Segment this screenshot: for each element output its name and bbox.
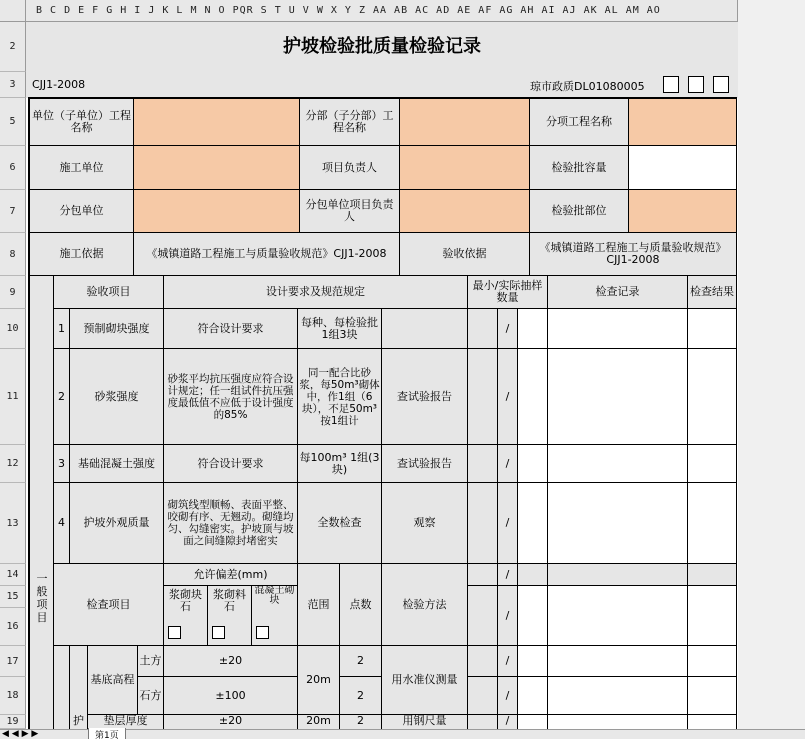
item-rule: 全数检查 (298, 483, 382, 564)
row-header[interactable]: 13 (0, 483, 26, 564)
subcontract-manager-field[interactable] (400, 190, 530, 233)
archive-box-1[interactable] (663, 76, 679, 93)
result-cell[interactable] (688, 483, 736, 564)
project-manager-label: 项目负责人 (300, 146, 400, 190)
row19-method: 用钢尺量 (382, 715, 468, 729)
result-cell[interactable] (688, 586, 736, 646)
row-header[interactable]: 12 (0, 445, 26, 483)
sample-actual[interactable] (518, 564, 548, 586)
item-project-label: 分项工程名称 (530, 99, 629, 146)
subcontract-unit-label: 分包单位 (30, 190, 134, 233)
archive-box-2[interactable] (688, 76, 704, 93)
item-name: 护坡外观质量 (70, 483, 164, 564)
sample-min[interactable] (468, 586, 498, 646)
checkbox-concrete-block[interactable] (256, 626, 269, 639)
row-header[interactable]: 6 (0, 146, 26, 190)
select-all-corner[interactable] (0, 0, 26, 22)
result-cell[interactable] (688, 646, 736, 677)
row19-name: 垫层厚度 (88, 715, 164, 729)
row-header[interactable]: 11 (0, 349, 26, 445)
sheet-tab-bar (0, 729, 805, 739)
item-name: 预制砌块强度 (70, 309, 164, 349)
item-rule: 每种、每检验批1组3块 (298, 309, 382, 349)
sample-min[interactable] (468, 483, 498, 564)
sheet-tab[interactable]: 第1页 (88, 728, 126, 739)
sub-group-blank (54, 646, 70, 729)
sample-min[interactable] (468, 309, 498, 349)
sample-min[interactable] (468, 646, 498, 677)
base-elev-label: 基底高程 (88, 646, 138, 715)
row19-range: 20m (298, 715, 340, 729)
item-name: 基础混凝土强度 (70, 445, 164, 483)
header-sample: 最小/实际抽样数量 (468, 276, 548, 309)
record-cell[interactable] (548, 715, 688, 729)
tol-col-dressed-stone: 浆砌料石 (208, 586, 252, 646)
sample-actual[interactable] (518, 445, 548, 483)
sub-project-label: 分部（子分部）工程名称 (300, 99, 400, 146)
sample-min[interactable] (468, 445, 498, 483)
project-manager-field[interactable] (400, 146, 530, 190)
item-requirement: 符合设计要求 (164, 445, 298, 483)
sample-slash: / (498, 586, 518, 646)
range-value: 20m (298, 646, 340, 715)
record-cell[interactable] (548, 564, 688, 586)
row19-tolerance: ±20 (164, 715, 298, 729)
archive-box-3[interactable] (713, 76, 729, 93)
sample-slash: / (498, 445, 518, 483)
record-cell[interactable] (548, 586, 688, 646)
row-header[interactable]: 2 (0, 22, 26, 72)
sample-slash: / (498, 646, 518, 677)
item-no: 3 (54, 445, 70, 483)
item-rule: 每100m³ 1组(3块) (298, 445, 382, 483)
construction-unit-label: 施工单位 (30, 146, 134, 190)
item-requirement: 符合设计要求 (164, 309, 298, 349)
item-name: 砂浆强度 (70, 349, 164, 445)
row-header[interactable]: 17 (0, 646, 26, 677)
item-no: 1 (54, 309, 70, 349)
unit-project-field[interactable] (134, 99, 300, 146)
sheet-blank-area (738, 22, 805, 729)
header-requirement: 设计要求及规范规定 (164, 276, 468, 309)
row-header[interactable]: 5 (0, 98, 26, 146)
standard-code: CJJ1-2008 (32, 78, 86, 91)
record-cell[interactable] (548, 309, 688, 349)
sample-slash: / (498, 564, 518, 586)
acceptance-basis-value: 《城镇道路工程施工与质量验收规范》CJJ1-2008 (530, 233, 736, 276)
row-header[interactable]: 16 (0, 608, 26, 646)
tab-nav-icon[interactable]: ◀ ◀ ▶ ▶ (2, 729, 39, 739)
sample-slash: / (498, 715, 518, 729)
item-no: 2 (54, 349, 70, 445)
general-items-label: 一般项目 (30, 276, 54, 729)
header-result: 检查结果 (688, 276, 736, 309)
checkbox-block-stone[interactable] (168, 626, 181, 639)
sample-actual[interactable] (518, 483, 548, 564)
scope-label: 范围 (298, 564, 340, 646)
rock-label: 石方 (138, 677, 164, 715)
row-header[interactable]: 18 (0, 677, 26, 715)
batch-capacity-label: 检验批容量 (530, 146, 629, 190)
item-method: 查试验报告 (382, 445, 468, 483)
basis-value: 《城镇道路工程施工与质量验收规范》CJJ1-2008 (134, 233, 400, 276)
item-method: 查试验报告 (382, 349, 468, 445)
row-header[interactable]: 15 (0, 586, 26, 608)
header-item: 验收项目 (54, 276, 164, 309)
sample-slash: / (498, 483, 518, 564)
form-title: 护坡检验批质量检验记录 (26, 22, 738, 72)
item-project-field[interactable] (629, 99, 736, 146)
rock-tolerance: ±100 (164, 677, 298, 715)
column-header-bar[interactable]: B C D E F G H I J K L M N O PQR S T U V W X Y Z AA AB AC AD AE AF AG AH AI AJ AK AL AM AO (26, 0, 738, 22)
acceptance-basis-label: 验收依据 (400, 233, 530, 276)
row-header[interactable]: 19 (0, 715, 26, 729)
earth-tolerance: ±20 (164, 646, 298, 677)
header-record: 检查记录 (548, 276, 688, 309)
sample-actual[interactable] (518, 646, 548, 677)
item-rule: 同一配合比砂浆，每50m³砌体中，作1组（6块），不足50m³按1组计 (298, 349, 382, 445)
result-cell[interactable] (688, 349, 736, 445)
form-code: 琼市政质DL01080005 (530, 80, 645, 93)
row-header[interactable]: 8 (0, 233, 26, 276)
sample-slash: / (498, 349, 518, 445)
check-item-label: 检查项目 (54, 564, 164, 646)
item-requirement: 砌筑线型顺畅、表面平整、咬砌有序、无翘动。砌缝均匀、勾缝密实。护坡顶与坡面之间缝隙封堵密实 (164, 483, 298, 564)
row-header[interactable]: 10 (0, 309, 26, 349)
result-cell[interactable] (688, 677, 736, 715)
result-cell[interactable] (688, 309, 736, 349)
unit-project-label: 单位（子单位）工程名称 (30, 99, 134, 146)
result-cell[interactable] (688, 715, 736, 729)
sample-slash: / (498, 677, 518, 715)
item-requirement: 砂浆平均抗压强度应符合设计规定；任一组试件抗压强度最低值不应低于设计强度的85% (164, 349, 298, 445)
subcontract-unit-field[interactable] (134, 190, 300, 233)
points-value: 2 (340, 677, 382, 715)
item-method (382, 309, 468, 349)
construction-unit-field[interactable] (134, 146, 300, 190)
sample-min[interactable] (468, 349, 498, 445)
sample-actual[interactable] (518, 715, 548, 729)
batch-capacity-field[interactable] (629, 146, 736, 190)
batch-location-field[interactable] (629, 190, 736, 233)
method-label: 检验方法 (382, 564, 468, 646)
sample-actual[interactable] (518, 349, 548, 445)
tol-col-block-stone: 浆砌块石 (164, 586, 208, 646)
result-cell[interactable] (688, 564, 736, 586)
points-label: 点数 (340, 564, 382, 646)
sample-min[interactable] (468, 564, 498, 586)
record-cell[interactable] (548, 677, 688, 715)
batch-location-label: 检验批部位 (530, 190, 629, 233)
basis-label: 施工依据 (30, 233, 134, 276)
row-header[interactable]: 9 (0, 276, 26, 309)
record-cell[interactable] (548, 483, 688, 564)
earth-label: 土方 (138, 646, 164, 677)
record-cell[interactable] (548, 445, 688, 483)
points-value: 2 (340, 646, 382, 677)
record-cell[interactable] (548, 349, 688, 445)
subcontract-manager-label: 分包单位项目负责人 (300, 190, 400, 233)
record-cell[interactable] (548, 646, 688, 677)
row-header[interactable]: 3 (0, 72, 26, 98)
item-no: 4 (54, 483, 70, 564)
sample-slash: / (498, 309, 518, 349)
tolerance-label: 允许偏差(mm) (164, 564, 298, 586)
sample-actual[interactable] (518, 309, 548, 349)
row-header[interactable]: 14 (0, 564, 26, 586)
sub-project-field[interactable] (400, 99, 530, 146)
tol-col-concrete-block: 混凝土砌块 (252, 586, 298, 646)
result-cell[interactable] (688, 445, 736, 483)
row19-prefix: 护 (70, 715, 88, 729)
header-filler (738, 0, 805, 22)
sample-min[interactable] (468, 715, 498, 729)
row19-points: 2 (340, 715, 382, 729)
sample-min[interactable] (468, 677, 498, 715)
level-method: 用水准仪测量 (382, 646, 468, 715)
sample-actual[interactable] (518, 677, 548, 715)
sample-actual[interactable] (518, 586, 548, 646)
row-header[interactable]: 7 (0, 190, 26, 233)
item-method: 观察 (382, 483, 468, 564)
checkbox-dressed-stone[interactable] (212, 626, 225, 639)
